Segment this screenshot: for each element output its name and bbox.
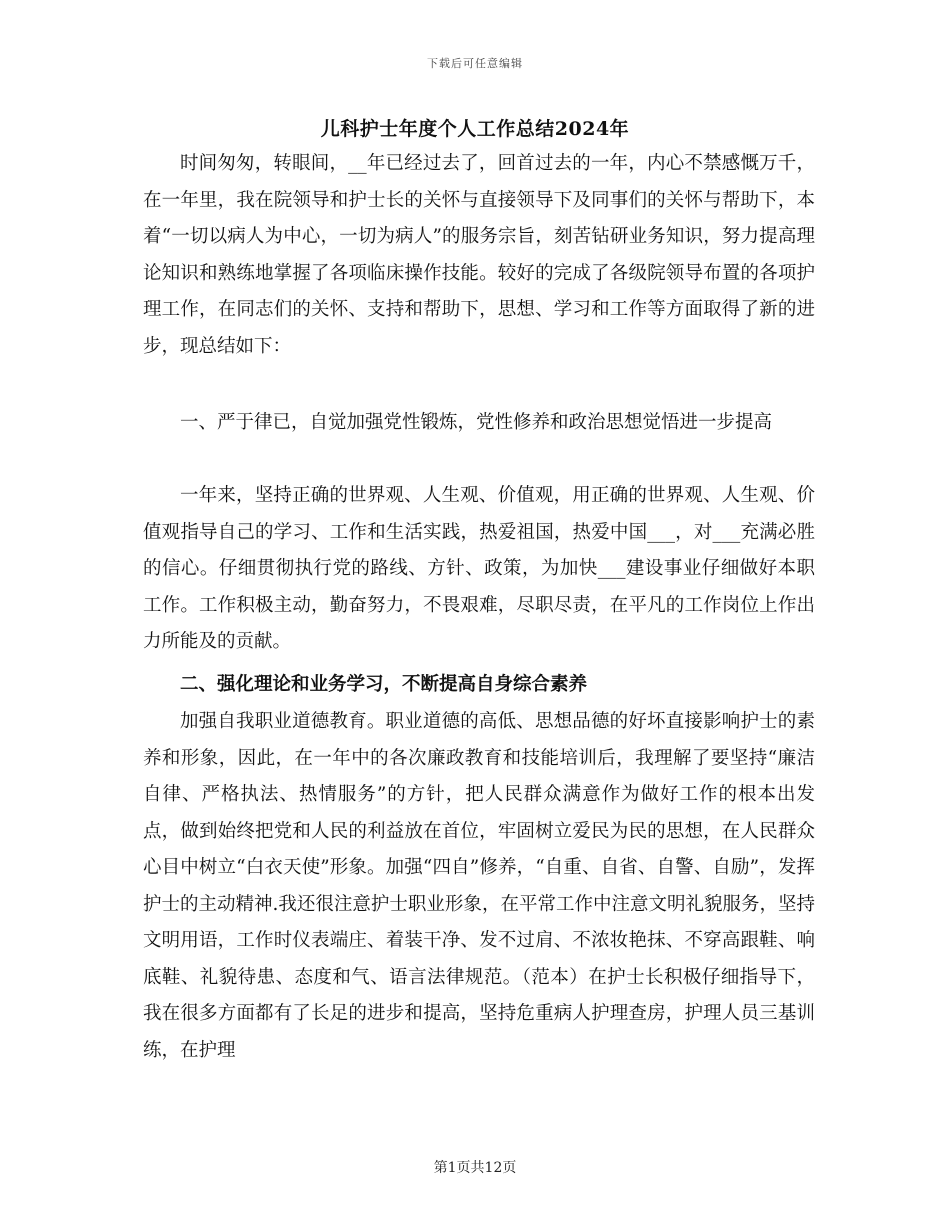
page-footer: 第1页共12页 <box>433 1160 517 1176</box>
section-one-heading: 一、严于律已，自觉加强党性锻炼，党性修养和政治思想觉悟进一步提高 <box>180 412 773 433</box>
intro-block <box>143 146 815 365</box>
intro-paragraph: 时间匆匆，转眼间，__年已经过去了，回首过去的一年，内心不禁感慨万千，在一年里，我在院领导和护士长的关怀与直接领导下及同事们的关怀与帮助下，本着“一切以病人为中心，一切为病人”的服务宗旨，刻苦钻研业务知识，努力提高理论知识和熟练地掌握了各项临床操作技能。较好的完成了各级院领导布置的各项护理工作，在同志们的关怀、支持和帮助下，思想、学习和工作等方面取得了新的进步，现总结如下： <box>143 153 815 357</box>
section-one-body: 一年来，坚持正确的世界观、人生观、价值观，用正确的世界观、人生观、价值观指导自己的学习、工作和生活实践，热爱祖国，热爱中国___，对___充满必胜的信心。仔细贯彻执行党的路线、方针、政策，为加快___建设事业仔细做好本职工作。工作积极主动，勤奋努力，不畏艰难，尽职尽责，在平凡的工作岗位上作出力所能及的贡献。 <box>143 485 815 652</box>
section-two-body: 加强自我职业道德教育。职业道德的高低、思想品德的好坏直接影响护士的素养和形象，因此，在一年中的各次廉政教育和技能培训后，我理解了要坚持“廉洁自律、严格执法、热情服务”的方针，把人民群众满意作为做好工作的根本出发点，做到始终把党和人民的利益放在首位，牢固树立爱民为民的思想，在人民群众心目中树立“白衣天使”形象。加强“四自”修养，“自重、自省、自警、自励”，发挥护士的主动精神.我还很注意护士职业形象，在平常工作中注意文明礼貌服务，坚持文明用语，工作时仪表端庄、着装干净、发不过肩、不浓妆艳抹、不穿高跟鞋、响底鞋、礼貌待患、态度和气、语言法律规范。（范本）在护士长积极仔细指导下，我在很多方面都有了长足的进步和提高，坚持危重病人护理查房，护理人员三基训练，在护理 <box>143 711 815 1061</box>
section-two-body-block <box>143 704 815 1069</box>
section-one <box>143 405 815 442</box>
section-two <box>143 667 815 704</box>
section-two-heading: 二、强化理论和业务学习，不断提高自身综合素养 <box>180 674 588 695</box>
section-one-body-block <box>143 478 815 661</box>
document-title: 儿科护士年度个人工作总结2024年 <box>320 118 630 140</box>
page-header: 下载后可任意编辑 <box>427 57 523 70</box>
